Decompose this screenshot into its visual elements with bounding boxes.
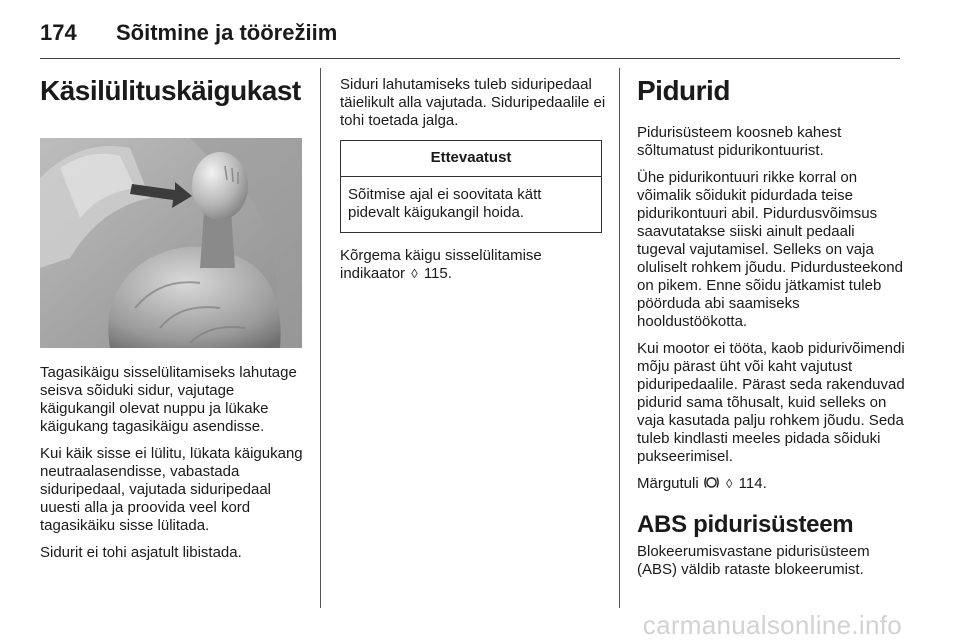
column-middle: [340, 76, 606, 292]
brake-circuit-paragraph: Ühe pidurikontuuri rikke korral on võimalik sõidukit pidurdada teise pidurikontuuri abil. Pidurdusvõimsus saavutatakse siiski ainult pedaali tugeval vajutamisel. Selleks on vaja oluliselt rohkem jõudu. Pidurdusteekond on pikem. Enne sõidu jätkamist tuleb pöörduda abi saamiseks hooldustöökotta.: [637, 169, 903, 330]
reverse-gear-paragraph: Tagasikäigu sisselülitamiseks lahutage seisva sõiduki sidur, vajutage käigukangil olevat nuppu ja lükake käigukang tagasikäigu asendisse.: [40, 364, 297, 435]
brakes-heading: Pidurid: [637, 75, 730, 106]
brake-system-paragraph: Pidurisüsteem koosneb kahest sõltumatust pidurikontuurist.: [637, 124, 842, 159]
section-title: Sõitmine ja töörežiim: [116, 20, 338, 45]
brake-servo-paragraph: Kui mootor ei tööta, kaob pidurivõimendi mõju pärast üht või kaht vajutust piduripedaalile. Pärast seda rakenduvad pidurid sama tõhusalt, kuid selleks on vaja kasutada palju rohkem jõudu. Seda tuleb kindlasti meeles pidada sõiduki pukseerimisel.: [637, 340, 905, 465]
page-header: [40, 16, 337, 50]
column-divider: [619, 68, 620, 608]
page-number: 174: [40, 20, 77, 45]
header-rule: [40, 58, 900, 59]
abs-paragraph: Blokeerumisvastane pidurisüsteem (ABS) väldib rataste blokeerumist.: [637, 543, 870, 578]
brake-warning-icon: [703, 475, 720, 490]
clutch-paragraph: Siduri lahutamiseks tuleb siduripedaal täielikult alla vajutada. Siduripedaalile ei tohi toetada jalga.: [340, 76, 606, 129]
clutch-slip-paragraph: Sidurit ei tohi asjatult libistada.: [40, 544, 242, 561]
gear-lever-drawing: [40, 138, 302, 348]
page-reference-icon: ◊: [726, 476, 733, 491]
column-divider: [320, 68, 321, 608]
column-left: [40, 62, 308, 571]
control-lamp-paragraph: [637, 475, 905, 493]
page-reference-icon: ◊: [411, 266, 418, 281]
manual-gearbox-heading: Käsilülituskäigukast: [40, 75, 301, 106]
abs-heading: ABS pidurisüsteem: [637, 511, 854, 538]
page-reference[interactable]: 115.: [423, 265, 452, 282]
shift-indicator-paragraph: [340, 247, 606, 283]
page-reference[interactable]: 114.: [738, 475, 767, 492]
caution-title: Ettevaatust: [341, 141, 601, 177]
caution-box: [340, 140, 602, 233]
shift-indicator-text: Kõrgema käigu sisselülitamise indikaator: [340, 247, 542, 282]
gear-retry-paragraph: Kui käik sisse ei lülitu, lükata käigukang neutraalasendisse, vabastada siduripedaal, vajutada siduripedaal uuesti alla ja proovida veel kord tagasikäiku sisse lülitada.: [40, 445, 303, 534]
control-lamp-text: Märgutuli: [637, 475, 699, 492]
caution-text: Sõitmise ajal ei soovitata kätt pidevalt käigukangil hoida.: [348, 186, 542, 221]
watermark: carmanualsonline.info: [642, 610, 902, 640]
column-right: [637, 74, 905, 588]
gear-shift-illustration: [40, 138, 302, 348]
